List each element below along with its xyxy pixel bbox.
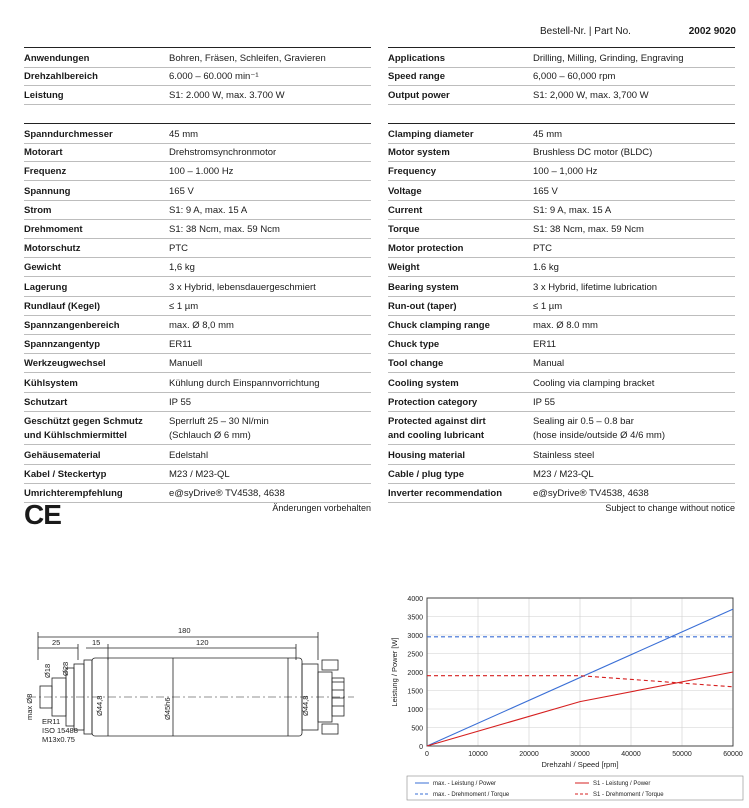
spec_de-label: Umrichterempfehlung — [24, 488, 123, 500]
dim-15: 15 — [92, 638, 101, 647]
spec_en-label: Frequency — [388, 166, 437, 178]
spec_en-label: Protected against dirt — [388, 416, 486, 427]
spec_de-value: max. Ø 8,0 mm — [169, 320, 234, 331]
dim-diameter-44-rear: Ø44,8 — [301, 695, 310, 716]
x-tick-label: 10000 — [468, 751, 488, 758]
spec_en-value: 6,000 – 60,000 rpm — [533, 71, 616, 83]
spec_de-value: 165 V — [169, 185, 194, 197]
spec_de-label: Spannzangenbereich — [24, 320, 120, 331]
spec_de-label: Kühlsystem — [24, 377, 78, 389]
spec_en-value: 1.6 kg — [533, 262, 559, 274]
spec_en-label: Cooling system — [388, 377, 459, 389]
spec_de-row — [24, 219, 371, 239]
spec_de-value: Drehstromsynchronmotor — [169, 147, 277, 159]
part-number-label: Bestell-Nr. | Part No. — [540, 26, 631, 37]
spec_de-label: Werkzeugwechsel — [24, 358, 106, 370]
spec_en-label: Torque — [388, 224, 420, 235]
spec_en-row — [388, 219, 735, 239]
spec_de-row — [24, 315, 371, 335]
spec_de-label: Spannzangentyp — [24, 339, 101, 351]
y-tick-label: 0 — [419, 744, 423, 751]
spec_de-label-line2: und Kühlschmiermittel — [24, 430, 127, 441]
spec_de-label: Rundlauf (Kegel) — [24, 300, 100, 312]
spec_de-row — [24, 257, 371, 277]
spec_de-label: Lagerung — [24, 281, 68, 293]
x-tick-label: 50000 — [672, 751, 692, 758]
spec_en-value: S1: 9 A, max. 15 A — [533, 204, 612, 216]
spec_de-value: S1: 9 A, max. 15 A — [169, 204, 248, 216]
spec_en-value: M23 / M23-QL — [533, 469, 594, 481]
y-tick-label: 3500 — [407, 614, 423, 622]
spec_en-label: Cable / plug type — [388, 469, 465, 481]
dim-120: 120 — [196, 638, 209, 647]
spec_en-label: Clamping diameter — [388, 129, 474, 140]
note-thread: M13x0.75 — [42, 735, 75, 744]
spec_de-row — [24, 161, 371, 181]
spec_de-value: 6.000 – 60.000 min⁻¹ — [169, 71, 259, 83]
spec_de-label: Spannung — [24, 185, 71, 197]
legend-label-0: max. - Leistung / Power — [433, 781, 497, 787]
spec_en-value: IP 55 — [533, 396, 556, 408]
x-tick-label: 0 — [425, 751, 429, 758]
spec_en-value: 100 – 1,000 Hz — [533, 166, 598, 178]
ce-mark: CE — [24, 499, 61, 530]
spec_de-label: Gehäusematerial — [24, 450, 101, 461]
spindle-drawing — [18, 620, 378, 750]
spec_en-label: Weight — [388, 262, 420, 274]
spec_de-row — [24, 47, 371, 68]
spec_en-value: PTC — [533, 243, 552, 255]
spec_de-value: Sperrluft 25 – 30 Nl/min — [169, 416, 269, 427]
spec_de-value: IP 55 — [169, 396, 192, 408]
spec_en-row — [388, 296, 735, 316]
spec_de-label: Drehmoment — [24, 224, 83, 235]
spec_de-value: 1,6 kg — [169, 262, 195, 274]
spec_en-label: Protection category — [388, 396, 478, 408]
x-tick-label: 30000 — [570, 751, 590, 758]
spec_de-label: Anwendungen — [24, 53, 90, 64]
spec_de-row — [24, 181, 371, 201]
spec_de-label: Geschützt gegen Schmutz — [24, 416, 143, 427]
spec_en-row — [388, 47, 735, 68]
y-tick-label: 1000 — [407, 707, 423, 714]
spec_de-label: Frequenz — [24, 166, 67, 178]
part-number-value: 2002 9020 — [688, 26, 736, 37]
spec_de-row — [24, 277, 371, 297]
spec_de-row — [24, 464, 371, 484]
dim-25: 25 — [52, 638, 61, 647]
spec_en-label: Housing material — [388, 450, 466, 461]
spec_en-row — [388, 200, 735, 220]
spec_de-row — [24, 296, 371, 316]
spec_en-label: Inverter recommendation — [388, 488, 503, 500]
spec_de-label: Leistung — [24, 90, 64, 102]
spec_en-value: ER11 — [533, 339, 557, 351]
spec_en-value: 3 x Hybrid, lifetime lubrication — [533, 281, 658, 293]
spec_en-label: Chuck clamping range — [388, 320, 490, 331]
spec_en-row — [388, 315, 735, 335]
spec_en-row — [388, 142, 735, 162]
spec_de-row — [24, 445, 371, 465]
spec_de-value: M23 / M23-QL — [169, 469, 230, 481]
spec_en-row — [388, 277, 735, 297]
spec_en-value: Drilling, Milling, Grinding, Engraving — [533, 53, 684, 64]
spec_en-label-line2: and cooling lubricant — [388, 430, 485, 441]
y-axis-label: Leistung / Power [W] — [390, 637, 399, 707]
spec_de-label: Motorschutz — [24, 243, 81, 255]
spec_en-value-line2: (hose inside/outside Ø 4/6 mm) — [533, 430, 666, 441]
spec_en-label: Voltage — [388, 185, 422, 197]
spec_en-row — [388, 257, 735, 277]
spec_en-value: Cooling via clamping bracket — [533, 377, 655, 389]
spec_en-row — [388, 334, 735, 354]
spec_en-value: ≤ 1 µm — [533, 300, 563, 312]
spec_de-row — [24, 392, 371, 412]
dim-diameter-28: Ø28 — [61, 661, 70, 676]
spec_en-label: Tool change — [388, 358, 444, 370]
spec_en-value: Manual — [533, 358, 565, 370]
dim-max-collet: max Ø8 — [25, 693, 34, 720]
spec_en-row — [388, 483, 735, 503]
dim-diameter-18: Ø18 — [43, 663, 52, 678]
y-tick-label: 2500 — [407, 651, 423, 659]
legend-label-1: S1 - Leistung / Power — [593, 781, 651, 787]
spec_de-label: Schutzart — [24, 396, 68, 408]
spec_de-row — [24, 85, 371, 105]
spec_en-label: Speed range — [388, 71, 446, 83]
spec_de-row — [24, 483, 371, 503]
spec_en-row — [388, 161, 735, 181]
spec_en-row — [388, 411, 735, 445]
y-tick-label: 4000 — [407, 596, 423, 603]
spec_en-label: Chuck type — [388, 339, 440, 351]
spec_de-value: 100 – 1.000 Hz — [169, 166, 234, 178]
spec_en-row — [388, 66, 735, 86]
spec_en-row — [388, 373, 735, 393]
spec_de-row — [24, 66, 371, 86]
dim-diameter-45h6: Ø45h6 — [163, 697, 172, 720]
spec_de-value: ≤ 1 µm — [169, 300, 199, 312]
dim-total-length: 180 — [178, 626, 191, 635]
spec_de-row — [24, 334, 371, 354]
spec_en-label: Current — [388, 204, 423, 216]
spec_en-label: Run-out (taper) — [388, 300, 457, 312]
spec_en-label: Bearing system — [388, 281, 459, 293]
spec_en-value: S1: 38 Ncm, max. 59 Ncm — [533, 224, 644, 235]
spec_de-value: e@syDrive® TV4538, 4638 — [169, 488, 285, 500]
y-tick-label: 1500 — [407, 688, 423, 696]
note-english: Subject to change without notice — [605, 503, 735, 513]
spec_de-value: Bohren, Fräsen, Schleifen, Gravieren — [169, 53, 326, 64]
spec_en-value: max. Ø 8.0 mm — [533, 320, 598, 331]
spec_de-value: Manuell — [169, 358, 203, 370]
spec_en-value: 45 mm — [533, 129, 563, 140]
spec_de-label: Gewicht — [24, 262, 61, 274]
spec_en-row — [388, 464, 735, 484]
spec_de-row — [24, 353, 371, 373]
spec_en-row — [388, 392, 735, 412]
spec_de-row — [24, 200, 371, 220]
spec_de-label: Strom — [24, 204, 52, 216]
y-tick-label: 3000 — [407, 633, 423, 640]
spec_en-row — [388, 353, 735, 373]
spec_de-row — [24, 411, 371, 445]
spec_en-row — [388, 123, 735, 144]
spec_en-label: Motor protection — [388, 243, 464, 255]
note-german: Änderungen vorbehalten — [272, 503, 371, 513]
dim-diameter-44-front: Ø44,8 — [95, 695, 104, 716]
spec_de-value: PTC — [169, 243, 188, 255]
note-iso: ISO 15488 — [42, 726, 78, 735]
note-er11: ER11 — [42, 717, 61, 726]
spec_en-value: Stainless steel — [533, 450, 595, 461]
spec_de-value: 45 mm — [169, 129, 199, 140]
spec_de-row — [24, 238, 371, 258]
spec_en-row — [388, 238, 735, 258]
x-axis-label: Drehzahl / Speed [rpm] — [541, 760, 619, 769]
spec_de-row — [24, 373, 371, 393]
spec_en-value: S1: 2,000 W, max. 3,700 W — [533, 90, 649, 102]
spec_en-label: Output power — [388, 90, 450, 102]
spec_de-value: Kühlung durch Einspannvorrichtung — [169, 377, 320, 389]
spec_de-label: Spanndurchmesser — [24, 129, 113, 140]
spec_de-value: S1: 38 Ncm, max. 59 Ncm — [169, 224, 280, 235]
spec_en-value: 165 V — [533, 185, 558, 197]
spec_de-value: Edelstahl — [169, 450, 209, 461]
spec_en-row — [388, 445, 735, 465]
spec_de-row — [24, 142, 371, 162]
spec_en-row — [388, 181, 735, 201]
spec_de-value: ER11 — [169, 339, 193, 351]
spec_de-label: Drehzahlbereich — [24, 71, 98, 83]
spec_en-label: Applications — [388, 53, 446, 64]
spec_de-value: S1: 2.000 W, max. 3.700 W — [169, 90, 285, 102]
spec_de-value-line2: (Schlauch Ø 6 mm) — [169, 430, 251, 441]
legend-label-3: S1 - Drehmoment / Torque — [593, 792, 664, 798]
legend-label-2: max. - Drehmoment / Torque — [433, 792, 510, 798]
y-tick-label: 2000 — [407, 670, 423, 677]
y-tick-label: 500 — [411, 725, 423, 733]
spec_en-value: Sealing air 0.5 – 0.8 bar — [533, 416, 634, 427]
spec_de-label: Kabel / Steckertyp — [24, 469, 107, 481]
x-tick-label: 60000 — [723, 751, 743, 758]
x-tick-label: 40000 — [621, 751, 641, 758]
performance-chart — [385, 590, 749, 805]
spec_en-row — [388, 85, 735, 105]
spec_en-value: e@syDrive® TV4538, 4638 — [533, 488, 649, 500]
spec_de-label: Motorart — [24, 147, 63, 159]
spec_en-value: Brushless DC motor (BLDC) — [533, 147, 653, 159]
x-tick-label: 20000 — [519, 751, 539, 758]
spec_en-label: Motor system — [388, 147, 450, 159]
spec_de-value: 3 x Hybrid, lebensdauergeschmiert — [169, 281, 316, 293]
spec_de-row — [24, 123, 371, 144]
